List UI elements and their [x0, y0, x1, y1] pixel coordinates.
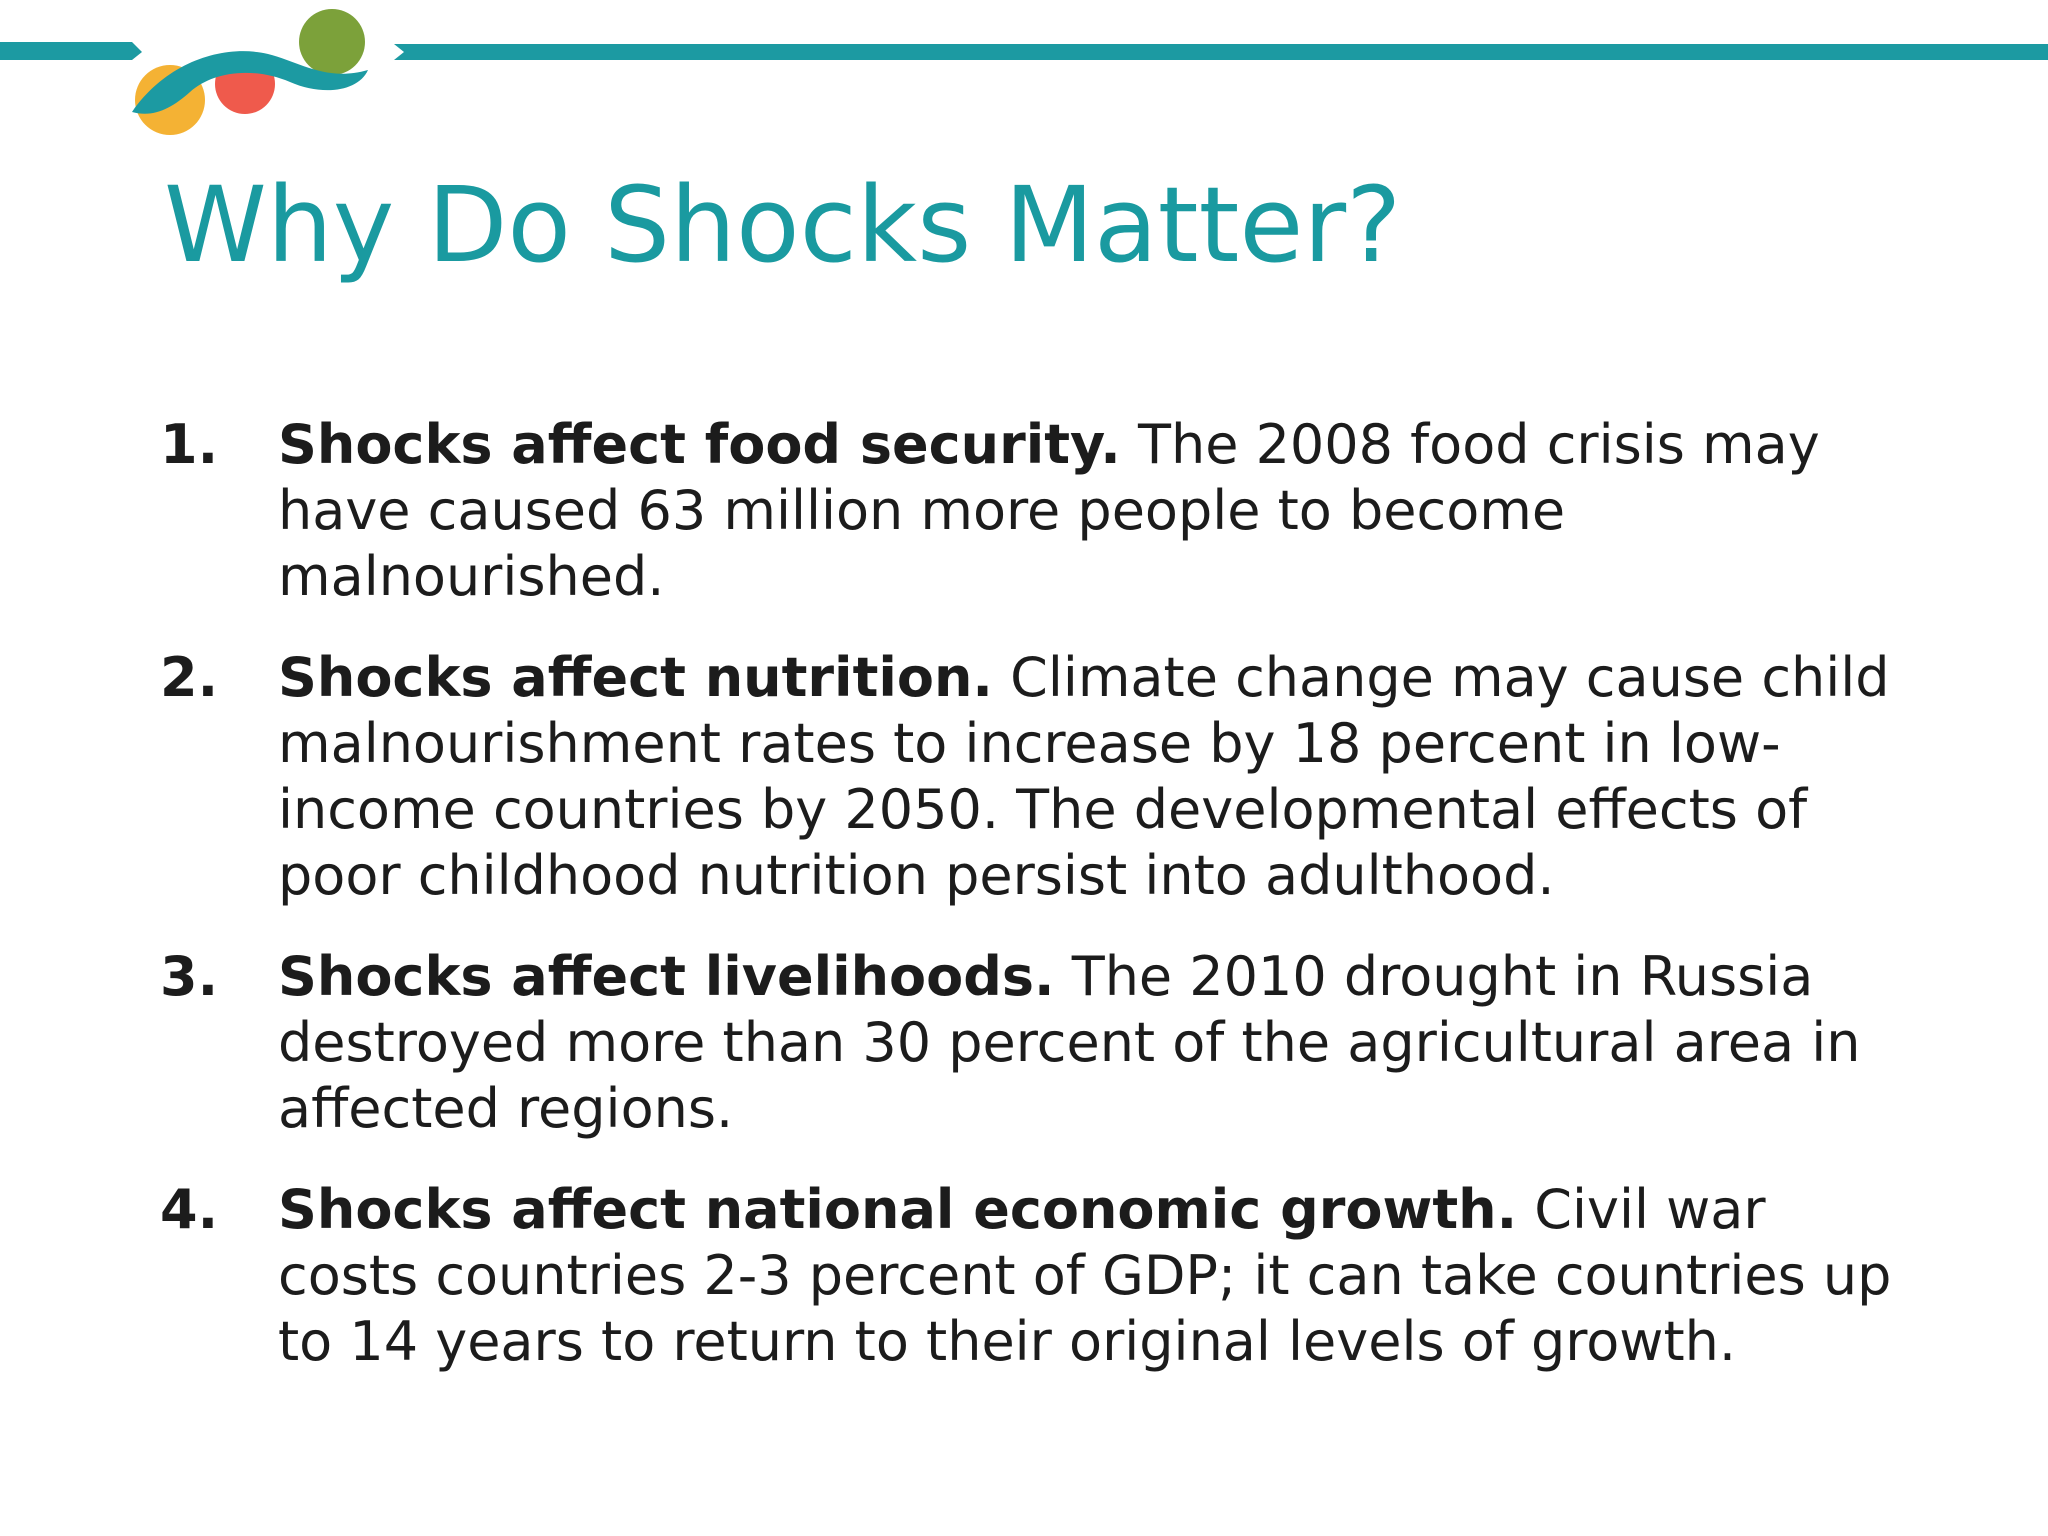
- list-item: [160, 412, 1900, 610]
- list-item-heading: Shocks affect livelihoods.: [278, 945, 1055, 1008]
- key-points-list: [160, 412, 1900, 1375]
- wave-circles-logo-icon: [132, 9, 368, 135]
- list-item-number: 3.: [160, 945, 219, 1008]
- list-item-heading: Shocks affect national economic growth.: [278, 1178, 1518, 1241]
- list-item: [160, 1177, 1900, 1375]
- list-item-number: 4.: [160, 1178, 219, 1241]
- list-item-body: The 2008 food crisis may have caused 63 million more people to become malnourished.: [278, 413, 1820, 608]
- list-item-body: Civil war costs countries 2-3 percent of GDP; it can take countries up to 14 years to return to their original levels of growth.: [278, 1178, 1892, 1373]
- header-line-right: [394, 44, 2048, 60]
- list-item: [160, 944, 1900, 1142]
- slide-header: [0, 0, 2048, 150]
- slide-title: Why Do Shocks Matter?: [164, 164, 1402, 286]
- list-item-number: 2.: [160, 646, 219, 709]
- list-item-body: Climate change may cause child malnourishment rates to increase by 18 percent in low-income countries by 2050. The developmental effects of poor childhood nutrition persist into adulthood.: [278, 646, 1890, 907]
- list-item-heading: Shocks affect food security.: [278, 413, 1121, 476]
- list-item: [160, 645, 1900, 909]
- header-line-left: [0, 42, 142, 60]
- list-item-heading: Shocks affect nutrition.: [278, 646, 993, 709]
- list-item-number: 1.: [160, 413, 219, 476]
- list-item-body: The 2010 drought in Russia destroyed more than 30 percent of the agricultural area in affected regions.: [278, 945, 1861, 1140]
- header-decoration: [0, 0, 2048, 150]
